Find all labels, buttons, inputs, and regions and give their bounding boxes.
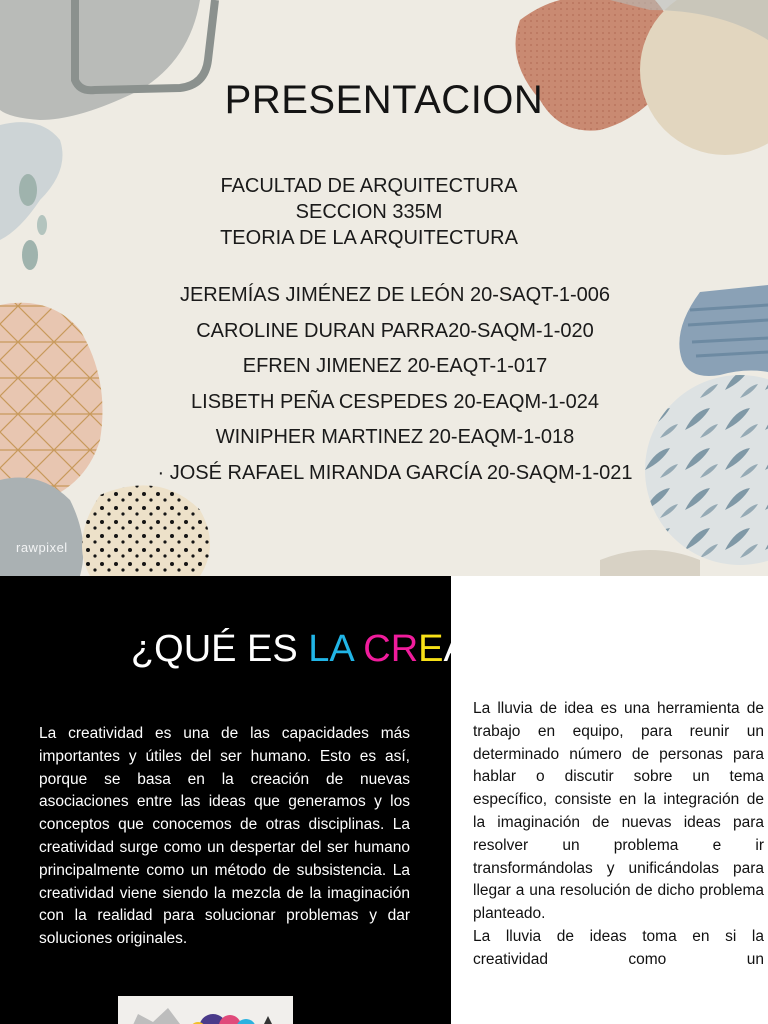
- title-part: ATIVIDAD?: [443, 628, 638, 670]
- brainstorm-paragraph: La lluvia de idea es una herramienta de trabajo en equipo, para reunir un determinado número de personas para hablar o discutir sobre un tema específico, consiste en la integración de la imaginación de nuevas ideas para resolver un problema e ir transformándolas y unificándolas para llegar a una resolución de dicho problema planteado.: [473, 700, 764, 923]
- brainstorm-paragraph: La lluvia de ideas toma en si la creatividad como un: [473, 927, 764, 968]
- illustration-image: [118, 996, 293, 1024]
- faculty-name: FACULTAD DE ARQUITECTURA: [220, 175, 518, 197]
- title-part: E: [418, 628, 444, 670]
- creativity-definition: La creatividad es una de las capacidades más importantes y útiles del ser humano. Esto es así, porque se basa en la creación de nuevas asociaciones entre las ideas que generamos y los conceptos que conocemos de otras disciplinas. La creatividad surge como un despertar del ser humano principalmente como un método de subsistencia. La creatividad viene siendo la mezcla de la imaginación con la realidad para solucionar problemas y dar soluciones originales.: [39, 725, 410, 948]
- presentation-title: PRESENTACION: [224, 78, 544, 122]
- member-item: LISBETH PEÑA CESPEDES 20-EAQM-1-024: [191, 390, 599, 413]
- member-item: EFREN JIMENEZ 20-EAQT-1-017: [242, 355, 548, 377]
- member-item: · JOSÉ RAFAEL MIRANDA GARCÍA 20-SAQM-1-021: [157, 461, 633, 484]
- brainstorm-text: [473, 698, 764, 972]
- member-list: [0, 278, 768, 491]
- title-part: CR: [363, 628, 419, 670]
- creativity-title: [0, 628, 768, 671]
- faculty-info: [0, 173, 738, 251]
- course-name: TEORIA DE LA ARQUITECTURA: [220, 227, 518, 249]
- member-item: JEREMÍAS JIMÉNEZ DE LEÓN 20-SAQT-1-006: [179, 284, 611, 306]
- creativity-slide: [0, 576, 768, 1024]
- title-part: ¿QUÉ ES: [130, 628, 309, 670]
- rawpixel-watermark: rawpixel: [16, 540, 68, 555]
- section-name: SECCION 335M: [295, 201, 443, 223]
- member-item: CAROLINE DURAN PARRA20-SAQM-1-020: [196, 319, 594, 342]
- title-part: LA: [308, 628, 364, 670]
- illustration-thumbnail: [118, 996, 293, 1024]
- member-item: WINIPHER MARTINEZ 20-EAQM-1-018: [215, 426, 575, 448]
